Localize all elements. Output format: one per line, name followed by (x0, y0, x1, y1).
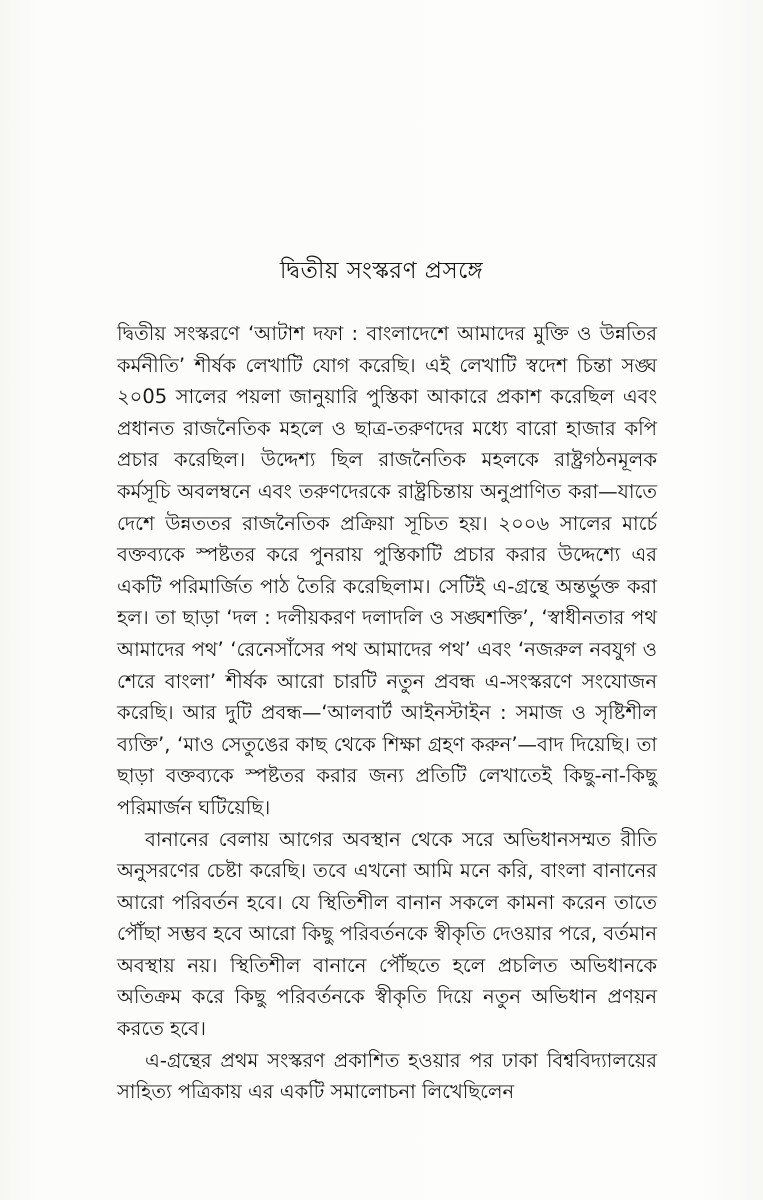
page-heading: দ্বিতীয় সংস্করণ প্রসঙ্গে (279, 258, 484, 284)
paragraph-1: দ্বিতীয় সংস্করণে ‘আটাশ দফা : বাংলাদেশে আমাদের মুক্তি ও উন্নতির কর্মনীতি’ শীর্ষক লেখাটি যোগ করেছি। এই লেখাটি স্বদেশ চিন্তা সঙ্ঘ ২০05 সালের পয়লা জানুয়ারি পুস্তিকা আকারে প্রকাশ করেছিল এবং প্রধানত রাজনৈতিক মহলে ও ছাত্র-তরুণদের মধ্যে বারো হাজার কপি প্রচার করেছিল। উদ্দেশ্য ছিল রাজনৈতিক মহলকে রাষ্ট্রগঠনমূলক কর্মসূচি অবলম্বনে এবং তরুণদেরকে রাষ্ট্রচিন্তায় অনুপ্রাণিত করা—যাতে দেশে উন্নততর রাজনৈতিক প্রক্রিয়া সূচিত হয়। ২০০৬ সালের মার্চে বক্তব্যকে স্পষ্টতর করে পুনরায় পুস্তিকাটি প্রচার করার উদ্দেশ্যে এর একটি পরিমার্জিত পাঠ তৈরি করেছিলাম। সেটিই এ-গ্রন্থে অন্তর্ভুক্ত করা হল। তা ছাড়া ‘দল : দলীয়করণ দলাদলি ও সঙ্ঘশক্তি’, ‘স্বাধীনতার পথ আমাদের পথ’ ‘রেনেসাঁসের পথ আমাদের পথ’ এবং ‘নজরুল নবযুগ ও শেরে বাংলা’ শীর্ষক আরো চারটি নতুন প্রবন্ধ এ-সংস্করণে সংযোজন করেছি। আর দুটি প্রবন্ধ—‘আলবার্ট আইনস্টাইন : সমাজ ও সৃষ্টিশীল ব্যক্তি’, ‘মাও সেতুঙের কাছ থেকে শিক্ষা গ্রহণ করুন’—বাদ দিয়েছি। তা ছাড়া বক্তব্যকে স্পষ্টতর করার জন্য প্রতিটি লেখাতেই কিছু-না-কিছু পরিমার্জন ঘটিয়েছি। (117, 322, 657, 819)
body-text (117, 318, 657, 1108)
paragraph-2: বানানের বেলায় আগের অবস্থান থেকে সরে অভিধানসম্মত রীতি অনুসরণের চেষ্টা করেছি। তবে এখনো আমি মনে করি, বাংলা বানানের আরো পরিবর্তন হবে। যে স্থিতিশীল বানান সকলে কামনা করেন তাতে পৌঁছা সম্ভব হবে আরো কিছু পরিবর্তনকে স্বীকৃতি দেওয়ার পরে, বর্তমান অবস্থায় নয়। স্থিতিশীল বানানে পৌঁছতে হলে প্রচলিত অভিধানকে অতিক্রম করে কিছু পরিবর্তনকে স্বীকৃতি দিয়ে নতুন অভিধান প্রণয়ন করতে হবে। (117, 827, 657, 1041)
paragraph-3: এ-গ্রন্থের প্রথম সংস্করণ প্রকাশিত হওয়ার পর ঢাকা বিশ্ববিদ্যালয়ের সাহিত্য পত্রিকায় এর একটি সমালোচনা লিখেছিলেন (117, 1048, 657, 1104)
